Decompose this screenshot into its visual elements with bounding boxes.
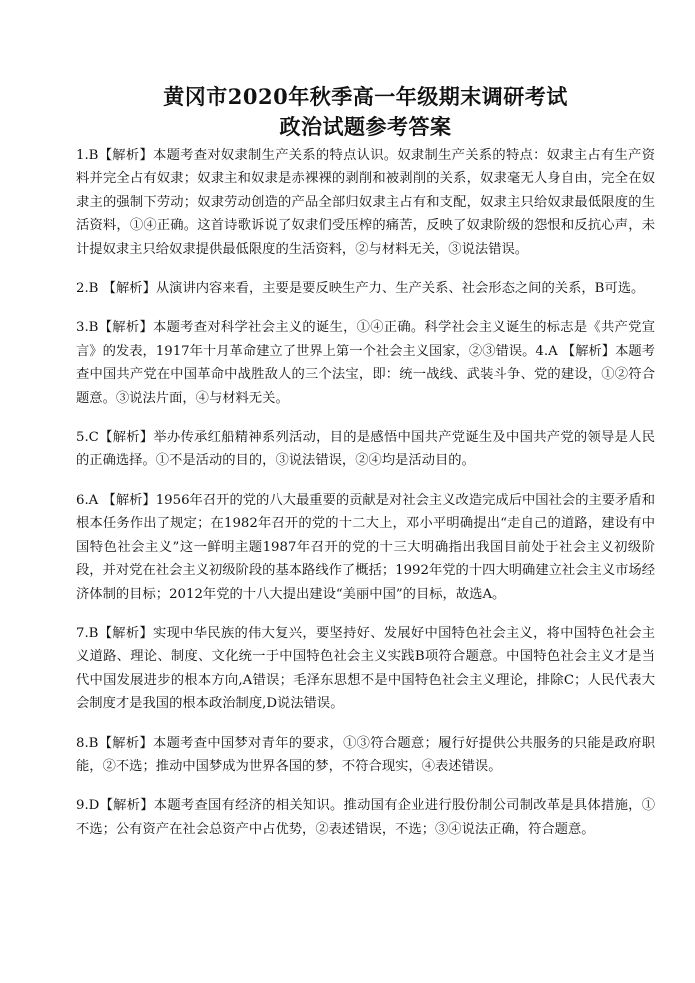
- answer-item-6: 6.A 【解析】1956年召开的党的八大最重要的贡献是对社会主义改造完成后中国社会的主要矛盾和根本任务作出了规定；在1982年召开的党的十二大上，邓小平明确提出“走自己的道路，建设有中国特色社会主义”这一鲜明主题1987年召开的党的十三大明确指出我国目前处于社会主义初级阶段，并对党在社会主义初级阶段的基本路线作了概括；1992年党的十四大明确建立社会主义市场经济体制的目标；2012年党的十八大提出建设“美丽中国”的目标，故选A。: [76, 492, 656, 602]
- answer-item-9: 9.D【解析】本题考查国有经济的相关知识。推动国有企业进行股份制公司制改革是具体措施，①不选；公有资产在社会总资产中占优势，②表述错误，不选；③④说法正确，符合题意。: [76, 798, 655, 837]
- page-title: 黄冈市2020年秋季高一年级期末调研考试: [163, 84, 568, 109]
- answer-item-3-4: 3.B【解析】本题考查对科学社会主义的诞生，①④正确。科学社会主义诞生的标志是《共产党宣言》的发表，1917年十月革命建立了世界上第一个社会主义国家，②③错误。4.A 【解析】本题考查中国共产党在中国革命中战胜敌人的三个法宝，即：统一战线、武装斗争、党的建设，①②符合题意。③说法片面，④与材料无关。: [76, 320, 655, 406]
- answer-list: [76, 144, 655, 841]
- answer-item-5: 5.C【解析】举办传承红船精神系列活动，目的是感悟中国共产党诞生及中国共产党的领导是人民的正确选择。①不是活动的目的，③说法错误，②④均是活动目的。: [76, 430, 655, 469]
- answer-item-7: 7.B【解析】实现中华民族的伟大复兴，要坚持好、发展好中国特色社会主义，将中国特色社会主义道路、理论、制度、文化统一于中国特色社会主义实践B项符合题意。中国特色社会主义才是当代中国发展进步的根本方向,A错误；毛泽东思想不是中国特色社会主义理论，排除C；人民代表大会制度才是我国的根本政治制度,D说法错误。: [76, 625, 655, 712]
- page-subtitle: 政治试题参考答案: [279, 114, 452, 139]
- answer-item-2: 2.B 【解析】从演讲内容来看，主要是要反映生产力、生产关系、社会形态之间的关系，B可选。: [76, 281, 645, 297]
- answer-item-8: 8.B【解析】本题考查中国梦对青年的要求，①③符合题意；履行好提供公共服务的只能是政府职能，②不选；推动中国梦成为世界各国的梦，不符合现实，④表述错误。: [76, 735, 655, 774]
- answer-item-1: 1.B【解析】本题考查对奴隶制生产关系的特点认识。奴隶制生产关系的特点：奴隶主占有生产资料并完全占有奴隶；奴隶主和奴隶是赤裸裸的剥削和被剥削的关系，奴隶毫无人身自由，完全在奴隶主的强制下劳动；奴隶劳动创造的产品全部归奴隶主占有和支配，奴隶主只给奴隶最低限度的生活资料，①④正确。这首诗歌诉说了奴隶们受压榨的痛苦，反映了奴隶阶级的怨恨和反抗心声，未计提奴隶主只给奴隶提供最低限度的生活资料，②与材料无关，③说法错误。: [76, 148, 655, 257]
